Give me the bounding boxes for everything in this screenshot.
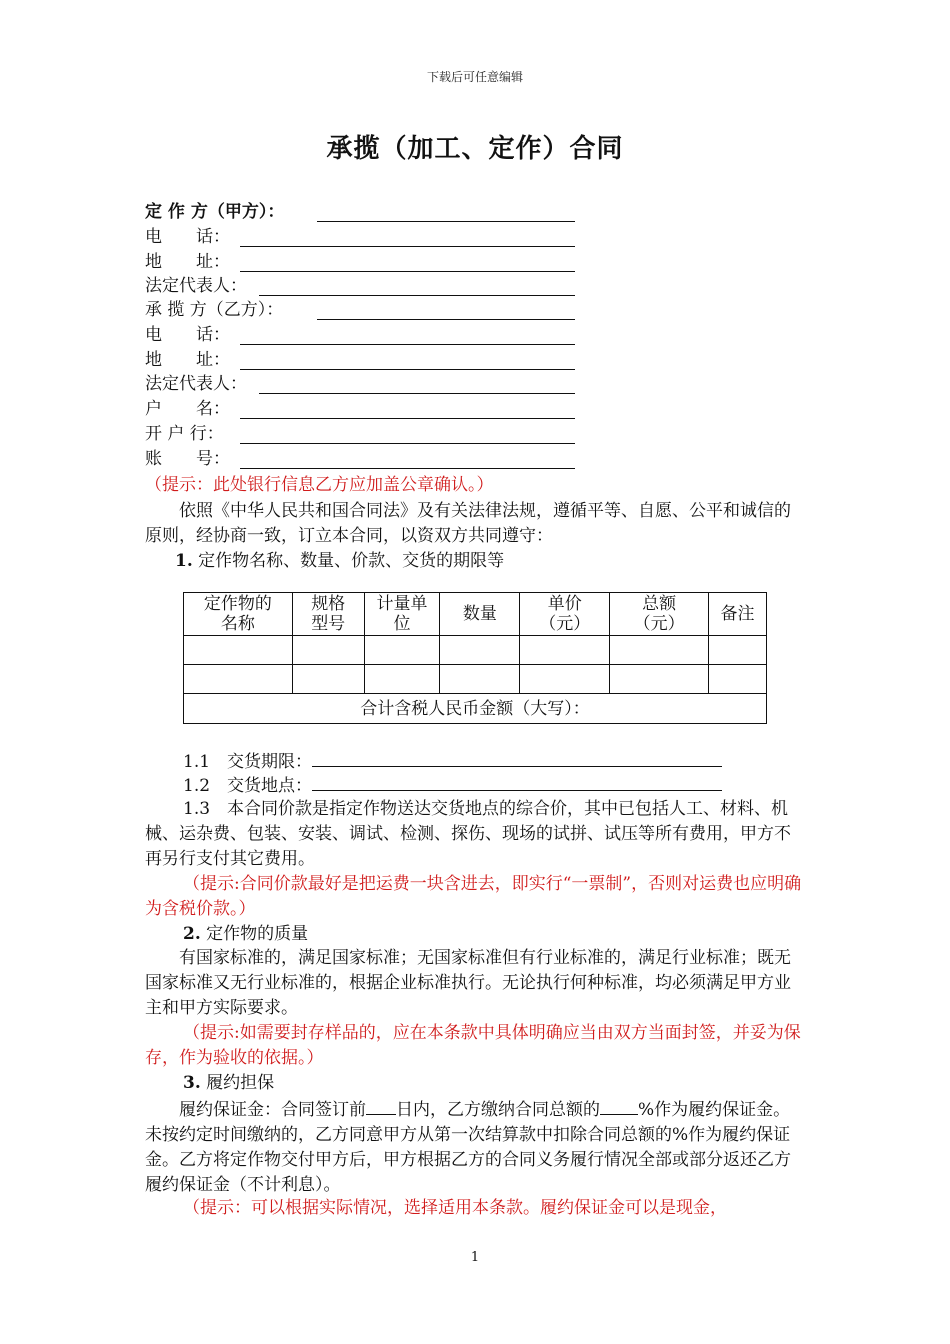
party-b-address-label: 地 址：: [145, 350, 230, 370]
tip-quality: （提示:如需要封存样品的，应在本条款中具体明确应当由双方当面封签，并妥为保存，作为验收的依据。）: [145, 1023, 801, 1068]
account-name-label: 户 名：: [145, 399, 230, 419]
delivery-place-label: 1.2 交货地点：: [183, 776, 313, 796]
table-cell[interactable]: [184, 636, 293, 665]
bank-label: 开 户 行：: [145, 424, 224, 444]
page-number: 1: [470, 1250, 480, 1265]
table-cell[interactable]: [520, 636, 610, 665]
section-1-heading: [175, 549, 504, 574]
table-row: [184, 636, 767, 665]
party-a-rep-row: [145, 274, 575, 298]
party-a-rep-blank[interactable]: [259, 295, 575, 296]
party-b-rep-label: 法定代表人：: [145, 374, 247, 394]
party-a-phone-row: [145, 225, 575, 249]
section-3-number: 3.: [183, 1073, 201, 1093]
section-1-title: 定作物名称、数量、价款、交货的期限等: [198, 551, 505, 571]
section-2-number: 2.: [183, 924, 201, 944]
header-qty: 数量: [440, 593, 520, 636]
table-cell[interactable]: [440, 636, 520, 665]
deposit-paragraph: [145, 1096, 805, 1198]
section-3-heading: [183, 1071, 274, 1096]
delivery-place-row: [183, 772, 743, 799]
table-header-row: [184, 593, 767, 636]
deposit-text-c: %作为履约保证金。未按约定时间缴纳的，乙方同意甲方从第一次结算款中扣除合同总额的%作为履约保证金。乙方将定作物交付甲方后，甲方根据乙方的合同义务履行情况全部或部分返还乙方履约保证金（不计利息）。: [145, 1100, 791, 1195]
table-cell[interactable]: [440, 665, 520, 694]
party-a-address-blank[interactable]: [240, 271, 575, 272]
deposit-text-b: 日内，乙方缴纳合同总额的: [396, 1100, 600, 1120]
delivery-place-blank[interactable]: [312, 772, 722, 791]
items-table: [183, 592, 767, 724]
deposit-percent-blank[interactable]: [600, 1096, 638, 1115]
table-total-row: [184, 694, 767, 724]
account-name-blank[interactable]: [240, 418, 575, 419]
deposit-days-blank[interactable]: [366, 1096, 396, 1115]
header-name: 定作物的 名称: [184, 593, 293, 636]
account-number-row: [145, 447, 575, 471]
party-b-phone-row: [145, 323, 575, 347]
header-remark: 备注: [709, 593, 767, 636]
bank-row: [145, 422, 575, 446]
tip-bank: （提示：此处银行信息乙方应加盖公章确认。）: [145, 475, 494, 495]
account-name-row: [145, 397, 575, 421]
tip-deposit: （提示：可以根据实际情况，选择适用本条款。履约保证金可以是现金，: [183, 1198, 727, 1218]
party-b-address-blank[interactable]: [240, 369, 575, 370]
quality-paragraph: 有国家标准的，满足国家标准；无国家标准但有行业标准的，满足行业标准；既无国家标准又无行业标准的，根据企业标准执行。无论执行何种标准，均必须满足甲方业主和甲方实际要求。: [145, 948, 791, 1018]
intro-paragraph: 依照《中华人民共和国合同法》及有关法律法规，遵循平等、自愿、公平和诚信的原则，经协商一致，订立本合同，以资双方共同遵守：: [145, 501, 791, 546]
table-cell[interactable]: [292, 636, 364, 665]
party-a-blank[interactable]: [317, 221, 575, 222]
table-cell[interactable]: [610, 665, 709, 694]
price-clause: 1.3 本合同价款是指定作物送达交货地点的综合价，其中已包括人工、材料、机械、运杂费、包装、安装、调试、检测、探伤、现场的试拼、试压等所有费用，甲方不再另行支付其它费用。: [145, 799, 791, 869]
header-note: 下载后可任意编辑: [426, 70, 523, 84]
table-cell[interactable]: [292, 665, 364, 694]
party-b-rep-blank[interactable]: [259, 393, 575, 394]
header-unit: 计量单 位: [364, 593, 440, 636]
party-a-phone-label: 电 话：: [145, 227, 230, 247]
document-title: 承揽（加工、定作）合同: [326, 134, 624, 164]
table-cell[interactable]: [364, 665, 440, 694]
party-a-phone-blank[interactable]: [240, 246, 575, 247]
header-total: 总额 （元）: [610, 593, 709, 636]
section-1-number: 1.: [175, 551, 193, 571]
party-b-rep-row: [145, 372, 575, 396]
table-cell[interactable]: [709, 636, 767, 665]
party-b-blank[interactable]: [317, 319, 575, 320]
party-a-address-row: [145, 250, 575, 274]
deposit-text-a: 履约保证金：合同签订前: [179, 1100, 366, 1120]
section-2-title: 定作物的质量: [206, 924, 309, 944]
party-a-row: [145, 200, 575, 224]
total-amount-label: 合计含税人民币金额（大写）：: [184, 694, 767, 724]
section-3-title: 履约担保: [206, 1073, 275, 1093]
account-number-label: 账 号：: [145, 449, 230, 469]
party-b-phone-blank[interactable]: [240, 344, 575, 345]
tip-price: （提示:合同价款最好是把运费一块含进去，即实行“一票制”，否则对运费也应明确为含税价款。）: [145, 874, 802, 919]
table-cell[interactable]: [184, 665, 293, 694]
table-cell[interactable]: [610, 636, 709, 665]
party-a-rep-label: 法定代表人：: [145, 276, 247, 296]
party-b-phone-label: 电 话：: [145, 325, 230, 345]
delivery-period-blank[interactable]: [312, 748, 722, 767]
table-cell[interactable]: [364, 636, 440, 665]
party-b-address-row: [145, 348, 575, 372]
party-a-label: 定 作 方（甲方）：: [145, 202, 285, 222]
table-cell[interactable]: [709, 665, 767, 694]
table-row: [184, 665, 767, 694]
delivery-period-row: [183, 748, 743, 775]
section-2-heading: [183, 922, 308, 947]
header-spec: 规格 型号: [292, 593, 364, 636]
header-unit-price: 单价 （元）: [520, 593, 610, 636]
bank-blank[interactable]: [240, 443, 575, 444]
account-number-blank[interactable]: [240, 468, 575, 469]
party-a-address-label: 地 址：: [145, 252, 230, 272]
delivery-period-label: 1.1 交货期限：: [183, 752, 313, 772]
table-cell[interactable]: [520, 665, 610, 694]
party-b-row: [145, 298, 575, 322]
party-b-label: 承 揽 方（乙方）：: [145, 300, 284, 320]
